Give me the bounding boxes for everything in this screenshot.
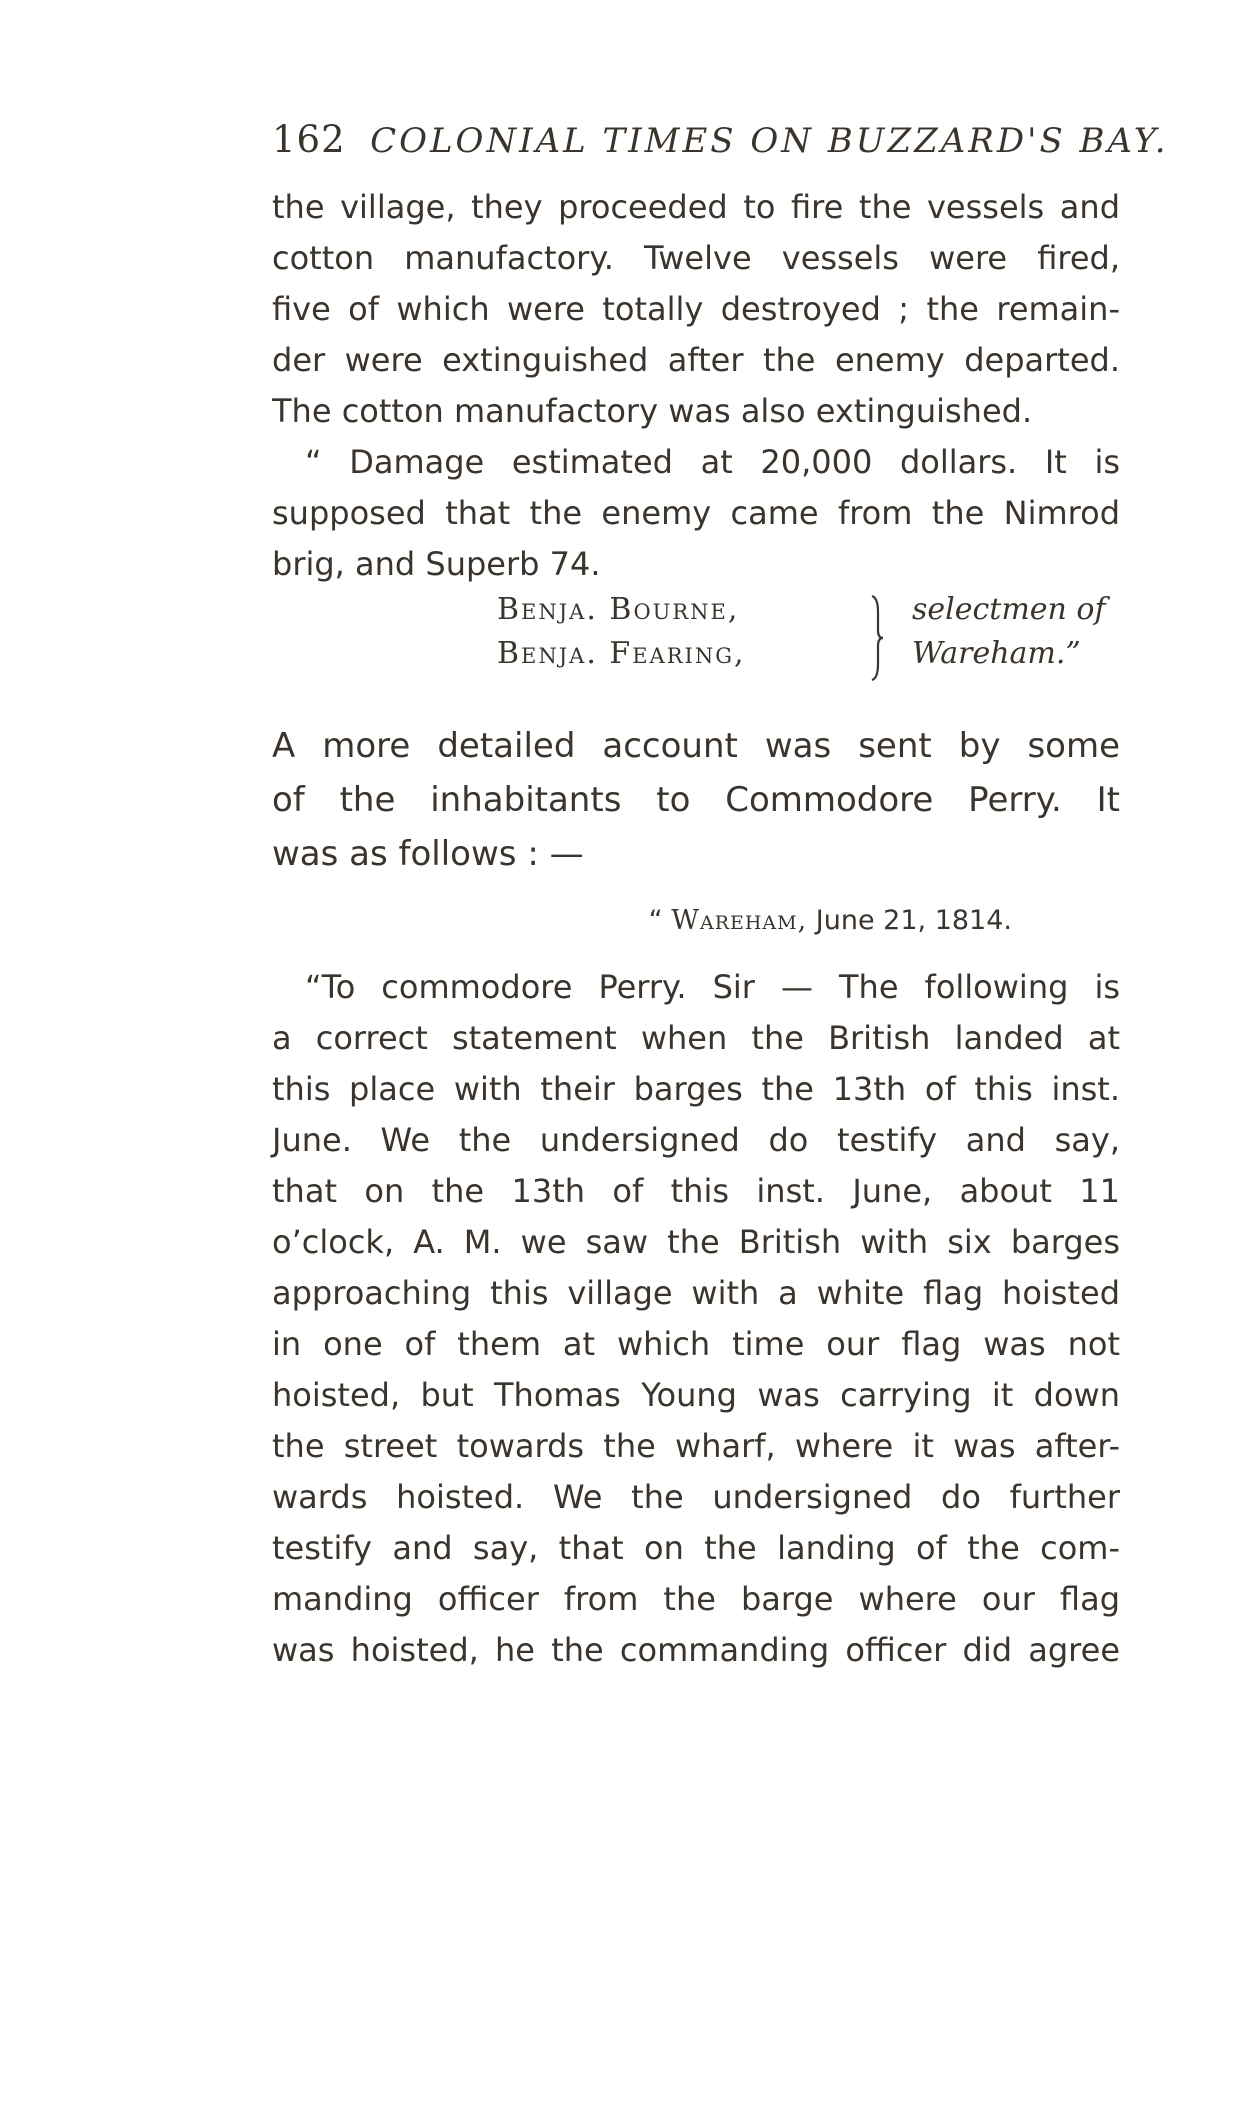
page-header xyxy=(272,118,1169,161)
text-line: “ Damage estimated at 20,000 dollars. It is xyxy=(305,443,1120,481)
text-line: five of which were totally destroyed ; the remain- xyxy=(272,290,1120,328)
open-quote: “ xyxy=(648,905,663,936)
text-line: that on the 13th of this inst. June, about 11 xyxy=(272,1172,1120,1210)
text-line: in one of them at which time our flag was not xyxy=(272,1325,1120,1363)
letter-dateline xyxy=(272,905,1120,949)
text-line: The cotton manufactory was also extinguished. xyxy=(272,392,1033,430)
text-line: approaching this village with a white flag hoisted xyxy=(272,1274,1120,1312)
text-line: supposed that the enemy came from the Nimrod xyxy=(272,494,1120,532)
text-line: cotton manufactory. Twelve vessels were fired, xyxy=(272,239,1120,277)
signature-block xyxy=(272,592,1120,692)
dateline xyxy=(272,905,1120,936)
signature-row xyxy=(272,636,1120,680)
signer-name: Benja. Bourne, xyxy=(497,592,740,627)
page-number: 162 xyxy=(272,118,346,161)
brace-icon xyxy=(866,592,886,684)
text-line: of the inhabitants to Commodore Perry. It xyxy=(272,780,1120,820)
text-line: this place with their barges the 13th of this inst. xyxy=(272,1070,1120,1108)
text-line: testify and say, that on the landing of the com- xyxy=(272,1529,1120,1567)
signer-title: Wareham.” xyxy=(912,636,1081,671)
text-line: wards hoisted. We the undersigned do further xyxy=(272,1478,1120,1516)
text-line: was hoisted, he the commanding officer did agree xyxy=(272,1631,1120,1669)
paragraph-detailed-account xyxy=(272,719,1120,881)
text-line: o’clock, A. M. we saw the British with six barges xyxy=(272,1223,1120,1261)
text-line: brig, and Superb 74. xyxy=(272,545,601,583)
text-line: manding officer from the barge where our flag xyxy=(272,1580,1120,1618)
text-line: “To commodore Perry. Sir — The following is xyxy=(305,968,1120,1006)
signer-title: selectmen of xyxy=(912,592,1106,627)
running-title: COLONIAL TIMES ON BUZZARD'S BAY. xyxy=(370,121,1169,161)
paragraph-continued xyxy=(272,182,1120,437)
text-line: was as follows : — xyxy=(272,834,584,874)
text-line: hoisted, but Thomas Young was carrying it down xyxy=(272,1376,1120,1414)
paragraph-damage xyxy=(272,437,1120,590)
text-line: June. We the undersigned do testify and say, xyxy=(272,1121,1120,1159)
text-line: der were extinguished after the enemy departed. xyxy=(272,341,1120,379)
text-line: the village, they proceeded to fire the vessels and xyxy=(272,188,1120,226)
dateline-date: June 21, 1814. xyxy=(815,905,1012,936)
signer-name: Benja. Fearing, xyxy=(497,636,746,671)
paragraph-letter xyxy=(272,962,1120,1676)
text-line: the street towards the wharf, where it was after- xyxy=(272,1427,1120,1465)
text-line: a correct statement when the British landed at xyxy=(272,1019,1120,1057)
signature-row xyxy=(272,592,1120,636)
text-line: A more detailed account was sent by some xyxy=(272,726,1120,766)
dateline-place: Wareham, xyxy=(671,905,808,936)
